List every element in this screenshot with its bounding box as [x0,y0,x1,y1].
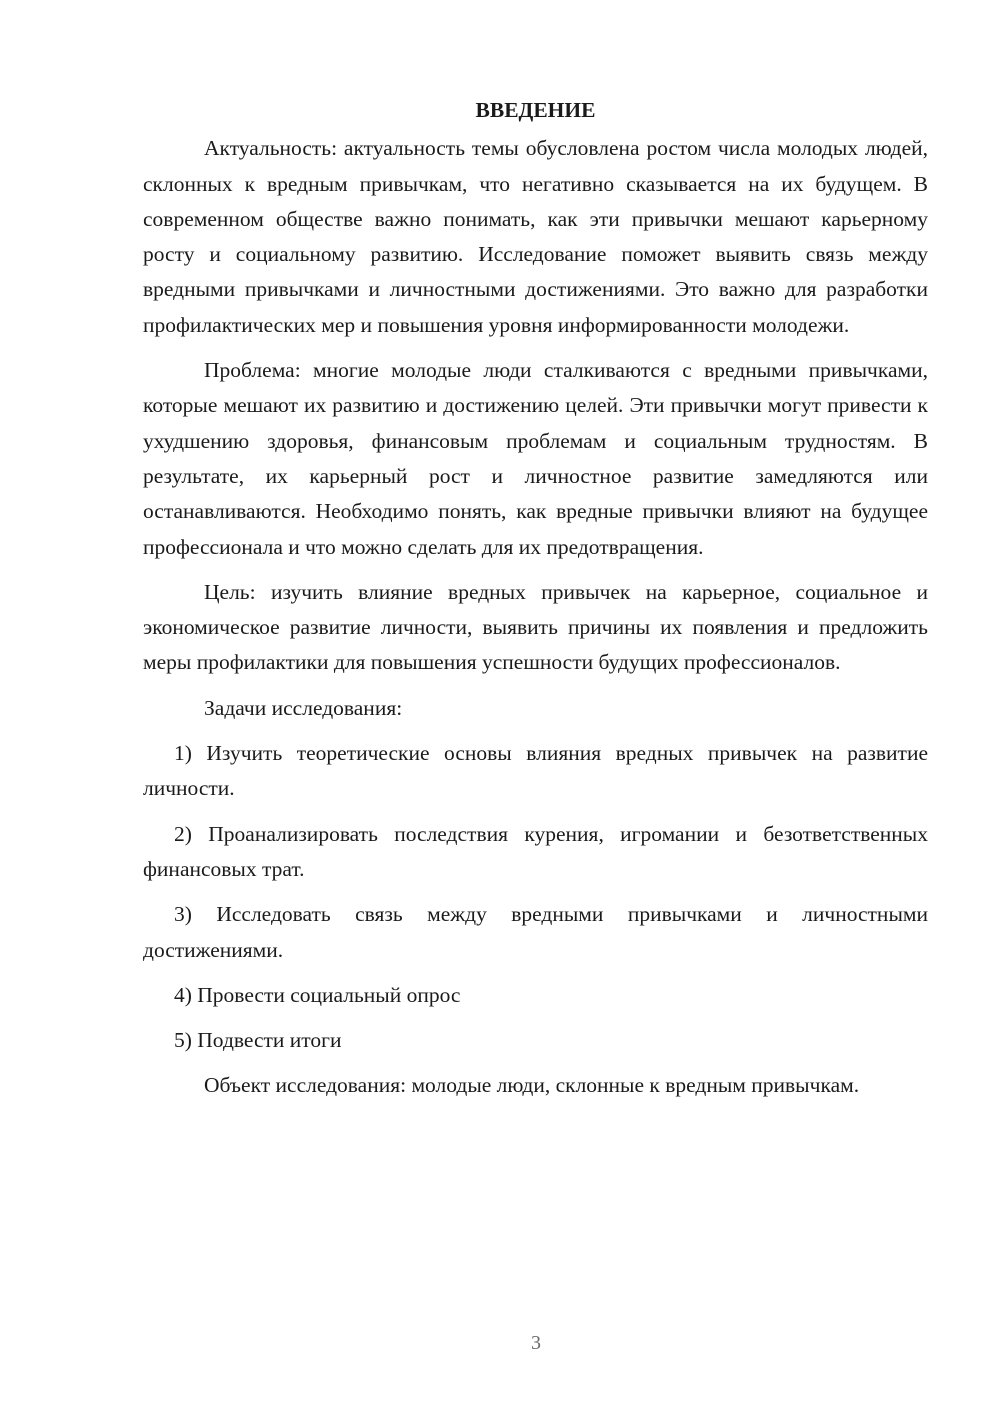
relevance-paragraph: Актуальность: актуальность темы обусловлена ростом числа молодых людей, склонных к вредным привычкам, что негативно сказывается на их будущем. В современном обществе важно понимать, как эти привычки мешают карьерному росту и социальному развитию. Исследование поможет выявить связь между вредными привычками и личностными достижениями. Это важно для разработки профилактических мер и повышения уровня информированности молодежи. [143,136,928,337]
task-item-5: 5) Подвести итоги [174,1028,342,1053]
document-body [143,93,928,1114]
task-item-1: 1) Изучить теоретические основы влияния вредных привычек на развитие личности. [143,741,928,801]
task-item-3: 3) Исследовать связь между вредными привычками и личностными достижениями. [143,902,928,962]
task-item-4: 4) Провести социальный опрос [174,982,461,1007]
goal-paragraph: Цель: изучить влияние вредных привычек на карьерное, социальное и экономическое развитие личности, выявить причины их появления и предложить меры профилактики для повышения успешности будущих профессионалов. [143,579,928,675]
tasks-heading: Задачи исследования: [204,695,403,720]
section-title: ВВЕДЕНИЕ [475,98,596,122]
page-number: 3 [531,1332,541,1354]
object-paragraph: Объект исследования: молодые люди, склонные к вредным привычкам. [204,1073,860,1098]
problem-paragraph: Проблема: многие молодые люди сталкиваются с вредными привычками, которые мешают их развитию и достижению целей. Эти привычки могут привести к ухудшению здоровья, финансовым проблемам и социальным трудностям. В результате, их карьерный рост и личностное развитие замедляются или останавливаются. Необходимо понять, как вредные привычки влияют на будущее профессионала и что можно сделать для их предотвращения. [143,358,928,559]
task-item-2: 2) Проанализировать последствия курения, игромании и безответственных финансовых трат. [143,821,928,881]
